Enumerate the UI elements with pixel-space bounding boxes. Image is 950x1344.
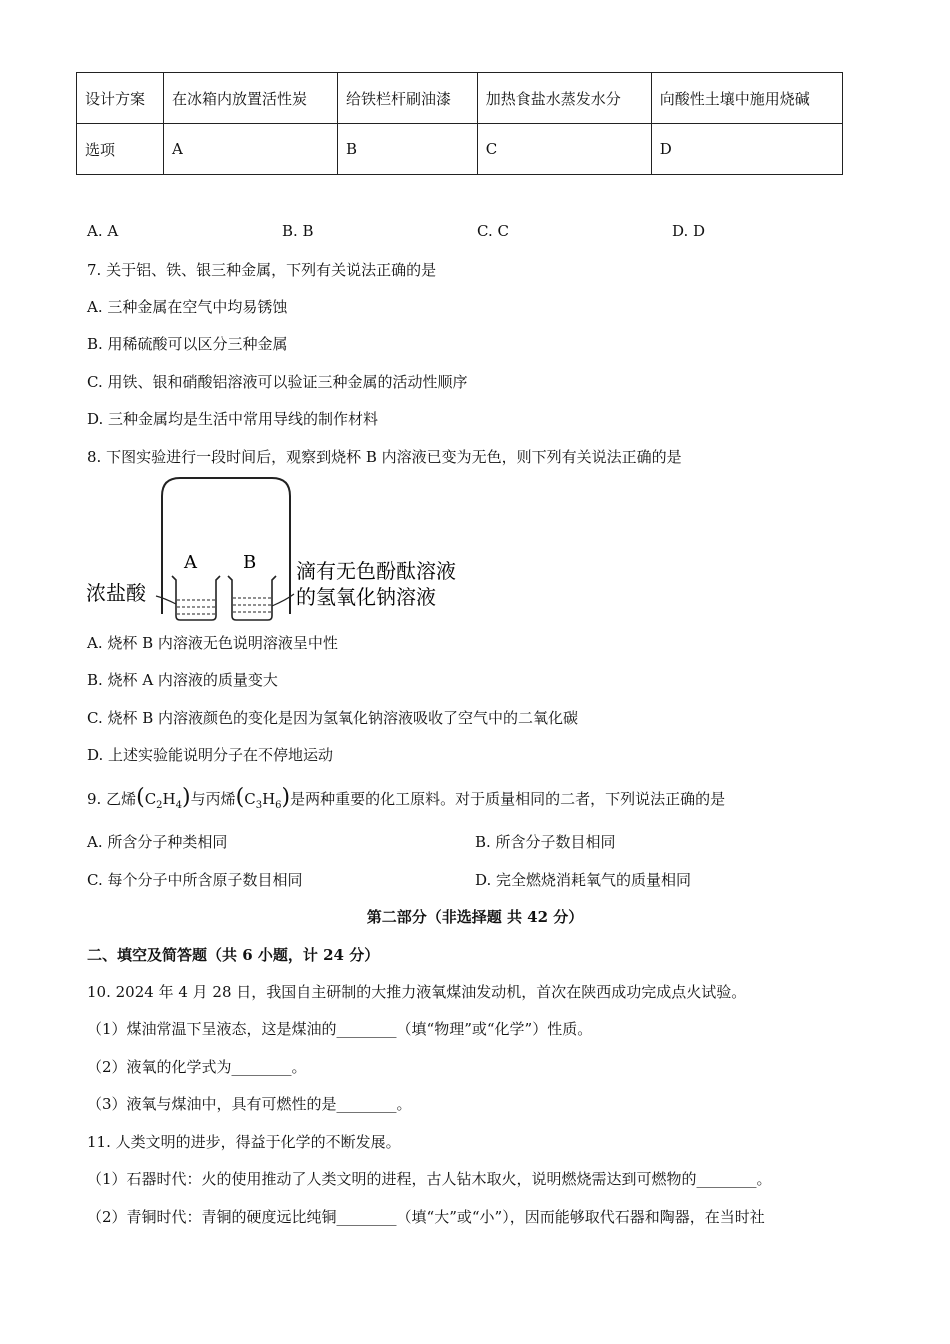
- table-header-cell: 选项: [77, 124, 164, 175]
- table-header-cell: 设计方案: [77, 73, 164, 124]
- q9-stem: 9. 乙烯$(C_2H_4)$与丙烯$(C_3H_6)$是两种重要的化工原料。对于质量相同的二者，下列说法正确的是: [87, 785, 726, 811]
- table-cell: 在冰箱内放置活性炭: [164, 73, 338, 124]
- q6-options: [87, 222, 867, 240]
- experiment-figure: [80, 474, 500, 624]
- table-cell: 向酸性土壤中施用烧碱: [651, 73, 842, 124]
- table-cell: B: [338, 124, 478, 175]
- formula-sub: 4: [175, 800, 183, 811]
- option-d[interactable]: D. D: [672, 222, 706, 240]
- table-row: [77, 73, 843, 124]
- table-cell: C: [477, 124, 651, 175]
- q9-option-a[interactable]: A. 所含分子种类相同: [87, 833, 228, 851]
- q7-option-d[interactable]: D. 三种金属均是生活中常用导线的制作材料: [87, 410, 379, 428]
- q9-options-row2: [87, 869, 867, 890]
- q11-part1: （1）石器时代：火的使用推动了人类文明的进程，古人钻木取火，说明燃烧需达到可燃物的________。: [87, 1170, 772, 1188]
- q11-stem: 11. 人类文明的进步，得益于化学的不断发展。: [87, 1133, 401, 1151]
- table-cell: 给铁栏杆刷油漆: [338, 73, 478, 124]
- formula-h: H: [262, 790, 276, 808]
- label-b: B: [243, 552, 257, 573]
- q8-option-c[interactable]: C. 烧杯 B 内溶液颜色的变化是因为氢氧化钠溶液吸收了空气中的二氧化碳: [87, 709, 579, 727]
- formula-sub: 3: [255, 800, 263, 811]
- table-cell: 加热食盐水蒸发水分: [477, 73, 651, 124]
- hcl-label: 浓盐酸: [86, 581, 146, 605]
- q7-stem: 7. 关于铝、铁、银三种金属，下列有关说法正确的是: [87, 261, 437, 279]
- option-b[interactable]: B. B: [282, 222, 314, 240]
- q9-suffix: 是两种重要的化工原料。对于质量相同的二者，下列说法正确的是: [290, 790, 726, 808]
- formula-h: H: [162, 790, 176, 808]
- q10-part3: （3）液氧与煤油中，具有可燃性的是________。: [87, 1095, 412, 1113]
- q10-part2: （2）液氧的化学式为________。: [87, 1058, 307, 1076]
- naoh-label: 的氢氧化钠溶液: [296, 585, 436, 609]
- table-cell: A: [164, 124, 338, 175]
- formula-c: C: [144, 790, 157, 808]
- q11-part2: （2）青铜时代：青铜的硬度远比纯铜________（填“大”或“小”），因而能够取代石器和陶器，在当时社: [87, 1208, 765, 1226]
- q8-option-b[interactable]: B. 烧杯 A 内溶液的质量变大: [87, 671, 278, 689]
- q7-option-c[interactable]: C. 用铁、银和硝酸铝溶液可以验证三种金属的活动性顺序: [87, 373, 468, 391]
- q9-option-c[interactable]: C. 每个分子中所含原子数目相同: [87, 871, 303, 889]
- q8-option-a[interactable]: A. 烧杯 B 内溶液无色说明溶液呈中性: [87, 634, 338, 652]
- bell-jar: [162, 478, 290, 614]
- label-a: A: [184, 552, 197, 573]
- options-table: [76, 72, 843, 175]
- q9-mid: 与丙烯: [190, 790, 236, 808]
- q9-option-b[interactable]: B. 所含分子数目相同: [475, 833, 616, 851]
- table-row: [77, 124, 843, 175]
- option-c[interactable]: C. C: [477, 222, 509, 240]
- formula-sub: 6: [275, 800, 282, 811]
- formula-sub: 2: [156, 800, 163, 811]
- part2-title: 第二部分（非选择题 共 42 分）: [366, 908, 584, 926]
- phenolphthalein-label: 滴有无色酚酞溶液: [296, 559, 456, 583]
- q7-option-a[interactable]: A. 三种金属在空气中均易锈蚀: [87, 298, 288, 316]
- option-a[interactable]: A. A: [87, 222, 119, 240]
- beaker-a: [172, 576, 220, 620]
- q10-stem: 10. 2024 年 4 月 28 日，我国自主研制的大推力液氧煤油发动机，首次在陕西成功完成点火试验。: [87, 983, 747, 1001]
- q9-option-d[interactable]: D. 完全燃烧消耗氧气的质量相同: [475, 871, 692, 889]
- table-cell: D: [651, 124, 842, 175]
- q9-prefix: 9. 乙烯: [87, 790, 137, 808]
- q7-option-b[interactable]: B. 用稀硫酸可以区分三种金属: [87, 335, 288, 353]
- formula-c: C: [244, 790, 256, 808]
- q8-stem: 8. 下图实验进行一段时间后，观察到烧杯 B 内溶液已变为无色，则下列有关说法正确的是: [87, 448, 682, 466]
- q10-part1: （1）煤油常温下呈液态，这是煤油的________（填“物理”或“化学”）性质。: [87, 1020, 593, 1038]
- section2-title: 二、填空及简答题（共 6 小题，计 24 分）: [87, 946, 380, 964]
- q9-options-row1: [87, 831, 867, 852]
- q8-option-d[interactable]: D. 上述实验能说明分子在不停地运动: [87, 746, 334, 764]
